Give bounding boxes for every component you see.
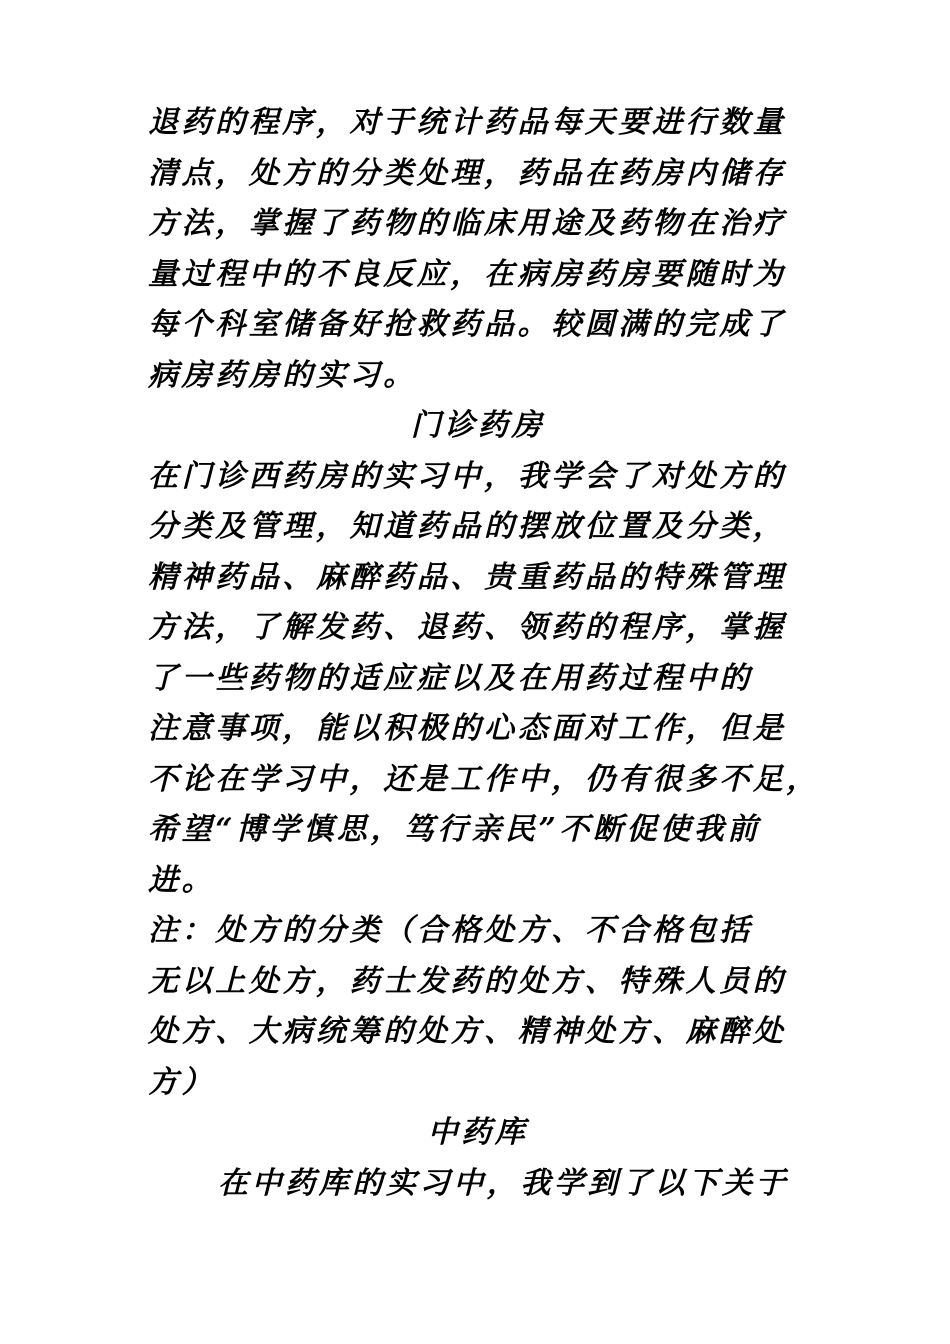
paragraph-line: 退药的程序，对于统计药品每天要进行数量 [148,105,787,140]
note-line: 处方、大病统筹的处方、精神处方、麻醉处 [148,1014,787,1049]
note-line: 无以上处方，药士发药的处方、特殊人员的 [148,963,787,999]
paragraph-line: 量过程中的不良反应，在病房药房要随时为 [148,256,787,292]
paragraph-line: 方法，掌握了药物的临床用途及药物在治疗 [148,206,787,241]
document-body [148,98,820,1209]
paragraph-line: 了一些药物的适应症以及在用药过程中的 [148,660,753,696]
paragraph-line: 清点，处方的分类处理，药品在药房内储存 [148,155,787,191]
note-line: 注：处方的分类（合格处方、不合格包括 [148,913,753,948]
paragraph-line: 精神药品、麻醉药品、贵重药品的特殊管理 [148,559,787,595]
paragraph-line: 在门诊西药房的实习中，我学会了对处方的 [148,458,787,494]
section-heading-tcm-storeroom: 中药库 [427,1115,529,1150]
paragraph-line: 不论在学习中，还是工作中，仍有很多不足， [148,761,820,797]
note-line: 方） [148,1064,216,1100]
paragraph-line: 病房药房的实习。 [148,357,417,393]
paragraph-line: 在中药库的实习中，我学到了以下关于 [218,1165,790,1201]
paragraph-line: 希望“博学慎思，笃行亲民”不断促使我前 [148,812,761,847]
paragraph-line: 每个科室储备好抢救药品。较圆满的完成了 [148,307,787,342]
paragraph-line: 进。 [148,862,216,898]
section-heading-outpatient-pharmacy: 门诊药房 [410,408,546,443]
paragraph-line: 分类及管理，知道药品的摆放位置及分类， [148,509,787,544]
paragraph-line: 注意事项，能以积极的心态面对工作，但是 [148,711,787,746]
paragraph-line: 方法，了解发药、退药、领药的程序，掌握 [148,610,787,645]
